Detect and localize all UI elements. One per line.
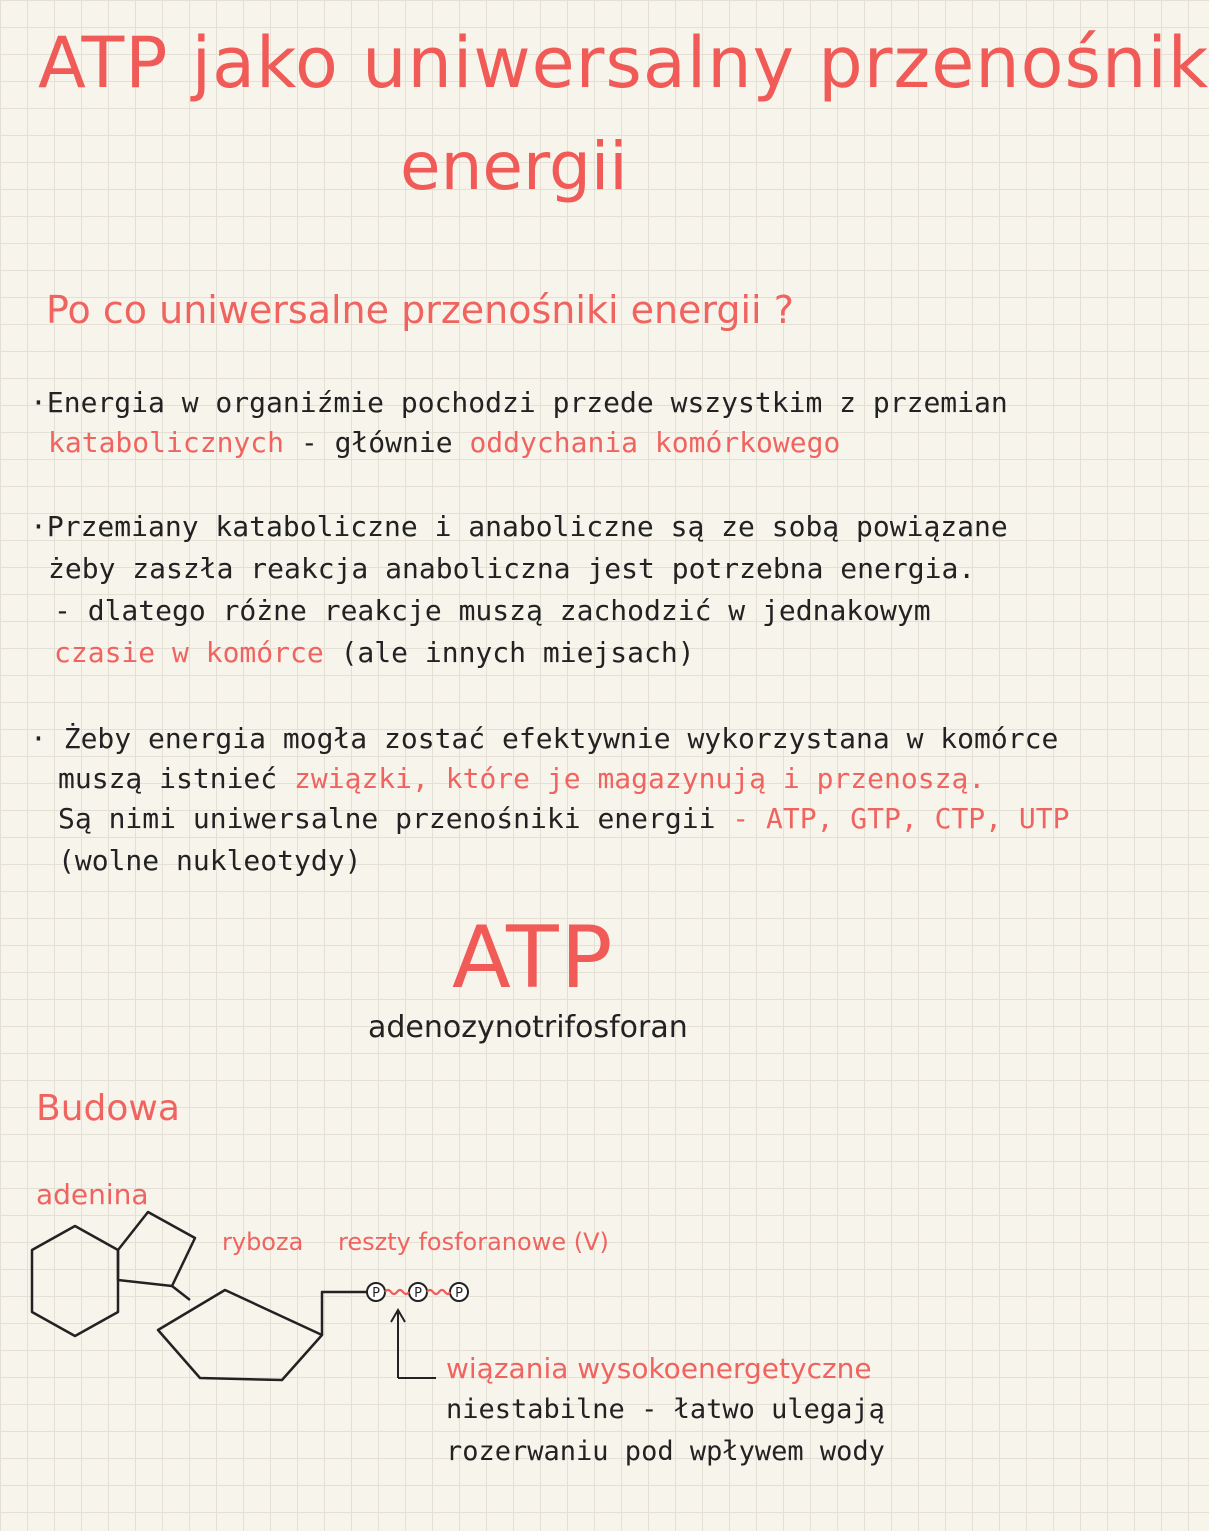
- text-czasie: czasie w komórce: [54, 636, 324, 669]
- ribose-pentagon: [158, 1290, 322, 1380]
- text-ale-innych: (ale innych miejsach): [323, 636, 695, 669]
- bullet-2-line-1: ·Przemiany kataboliczne i anaboliczne są ze sobą powiązane: [30, 510, 1008, 543]
- bullet-1-line-1: ·Energia w organiźmie pochodzi przede wszystkim z przemian: [30, 386, 1008, 419]
- phosphate-gamma-label: P: [455, 1286, 463, 1301]
- label-adenina: adenina: [36, 1178, 149, 1211]
- adenine-hexagon: [32, 1226, 118, 1336]
- atp-full-name: adenozynotrifosforan: [368, 1010, 688, 1045]
- section-question: Po co uniwersalne przenośniki energii ?: [46, 288, 794, 332]
- bullet-3-line-1: · Żeby energia mogła zostać efektywnie wykorzystana w komórce: [30, 722, 1059, 755]
- bond-desc-1: niestabilne - łatwo ulegają: [446, 1394, 885, 1425]
- adenine-pentagon: [118, 1212, 195, 1286]
- text-oddychania: oddychania komórkowego: [469, 426, 841, 459]
- ribose-phosphate-link: [322, 1292, 368, 1335]
- text-atp-list: - ATP, GTP, CTP, UTP: [732, 802, 1070, 835]
- label-ryboza: ryboza: [222, 1228, 304, 1256]
- text-katabolicznych: katabolicznych: [48, 426, 285, 459]
- text-sa-nimi: Są nimi uniwersalne przenośniki energii: [58, 802, 733, 835]
- budowa-heading: Budowa: [36, 1088, 180, 1129]
- bond-desc-2: rozerwaniu pod wpływem wody: [446, 1436, 885, 1467]
- high-energy-bond-1: [385, 1290, 409, 1294]
- adenine-ribose-link: [172, 1286, 190, 1300]
- text-musza: muszą istnieć: [58, 762, 295, 795]
- page-title-line2: energii: [400, 128, 628, 205]
- label-wiazania: wiązania wysokoenergetyczne: [446, 1352, 872, 1385]
- label-reszty: reszty fosforanowe (V): [338, 1228, 609, 1256]
- bullet-2-line-3: - dlatego różne reakcje muszą zachodzić w jednakowym: [54, 594, 931, 627]
- phosphate-alpha-label: P: [372, 1286, 380, 1301]
- atp-symbol: ATP: [452, 908, 615, 1008]
- high-energy-bond-2: [427, 1290, 450, 1294]
- phosphate-beta-label: P: [414, 1286, 422, 1301]
- text-glownie: - głównie: [284, 426, 470, 459]
- bullet-2-line-2: żeby zaszła reakcja anaboliczna jest potrzebna energia.: [48, 552, 976, 585]
- text-zwiazki: związki, które je magazynują i przenoszą.: [294, 762, 986, 795]
- page-title: ATP jako uniwersalny przenośnik: [38, 22, 1209, 104]
- bullet-3-line-4: (wolne nukleotydy): [58, 844, 362, 877]
